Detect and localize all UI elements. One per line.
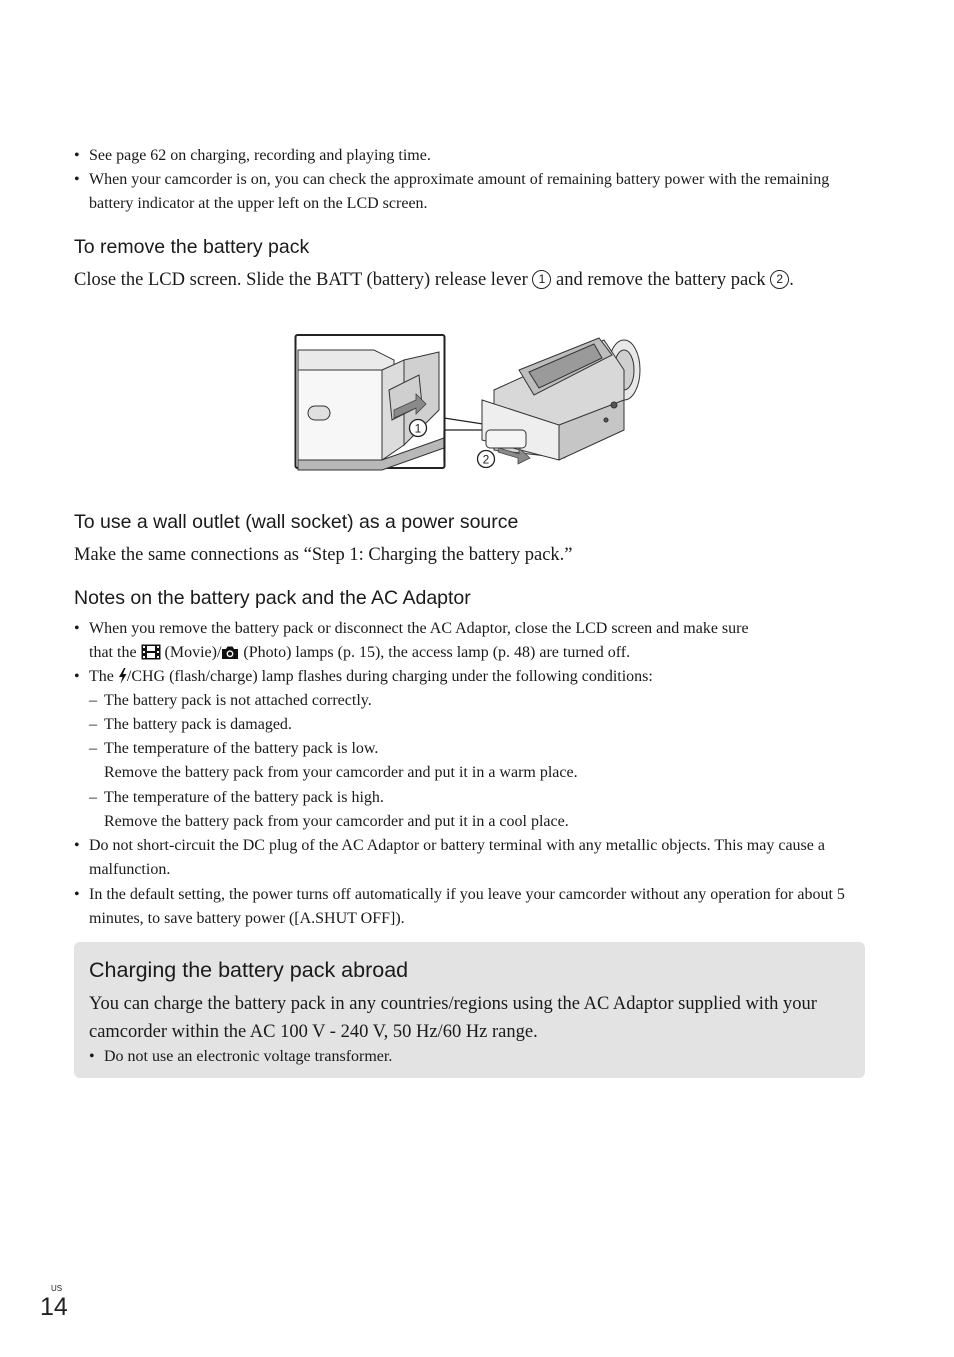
condition-line: The temperature of the battery pack is low. <box>104 740 379 757</box>
bullet: • <box>74 620 80 637</box>
flash-icon <box>118 668 127 684</box>
note-text-seg: The <box>89 668 114 685</box>
remove-text-a: Close the LCD screen. Slide the BATT (battery) release lever <box>74 270 528 290</box>
note-text <box>89 617 869 665</box>
remove-text-c: . <box>789 270 794 290</box>
note-text-seg: (Photo) lamps (p. 15), the access lamp (p. 48) are turned off. <box>243 644 631 661</box>
abroad-box <box>74 942 865 1078</box>
abroad-text: You can charge the battery pack in any countries/regions using the AC Adaptor supplied with your camcorder within the AC 100 V - 240 V, 50 Hz/60 Hz range. <box>89 994 817 1042</box>
note-text-seg: that the <box>89 644 137 661</box>
notes-heading: Notes on the battery pack and the AC Adaptor <box>74 587 471 609</box>
marker-1: 1 <box>532 270 551 289</box>
condition-line: The temperature of the battery pack is high. <box>104 789 384 806</box>
movie-icon <box>141 644 161 660</box>
condition-text <box>104 737 864 785</box>
dash: – <box>89 740 97 757</box>
wall-heading: To use a wall outlet (wall socket) as a power source <box>74 511 519 533</box>
camcorder-illustration <box>294 330 646 472</box>
page-number: 14 <box>40 1293 68 1321</box>
callout-1: 1 <box>414 421 422 436</box>
note-text: Do not short-circuit the DC plug of the AC Adaptor or battery terminal with any metallic objects. This may cause a malfunction. <box>89 837 825 878</box>
condition-remedy: Remove the battery pack from your camcorder and put it in a warm place. <box>104 764 578 781</box>
note-text-seg: /CHG (flash/charge) lamp flashes during charging under the following conditions: <box>126 668 653 685</box>
wall-text: Make the same connections as “Step 1: Charging the battery pack.” <box>74 545 573 565</box>
dash: – <box>89 789 97 806</box>
battery-removal-illustration <box>294 330 646 472</box>
bullet: • <box>74 171 80 188</box>
note-text <box>89 665 869 689</box>
note-text: In the default setting, the power turns off automatically if you leave your camcorder without any operation for about 5 minutes, to save battery power ([A.SHUT OFF]). <box>89 886 845 927</box>
remove-text-b: and remove the battery pack <box>556 270 766 290</box>
camera-icon <box>221 645 239 660</box>
callout-2: 2 <box>482 452 490 467</box>
dash: – <box>89 716 97 733</box>
note-text-line: When you remove the battery pack or disconnect the AC Adaptor, close the LCD screen and make sure <box>89 620 749 637</box>
marker-2: 2 <box>770 270 789 289</box>
bullet: • <box>74 837 80 854</box>
bullet: • <box>74 668 80 685</box>
condition-text: The battery pack is not attached correctly. <box>104 692 372 709</box>
abroad-heading: Charging the battery pack abroad <box>89 958 409 982</box>
note-text: See page 62 on charging, recording and playing time. <box>89 147 431 164</box>
remove-text <box>74 266 864 295</box>
note-text: When your camcorder is on, you can check the approximate amount of remaining battery power with the remaining battery indicator at the upper left on the LCD screen. <box>89 171 830 212</box>
note-text-seg: (Movie)/ <box>164 644 222 661</box>
condition-text: The battery pack is damaged. <box>104 716 292 733</box>
abroad-note-text: Do not use an electronic voltage transformer. <box>104 1048 393 1065</box>
condition-remedy: Remove the battery pack from your camcorder and put it in a cool place. <box>104 813 569 830</box>
bullet: • <box>74 886 80 903</box>
bullet: • <box>74 147 80 164</box>
remove-heading: To remove the battery pack <box>74 236 310 258</box>
bullet: • <box>89 1048 95 1065</box>
page-language: US <box>51 1284 63 1293</box>
condition-text <box>104 786 864 834</box>
dash: – <box>89 692 97 709</box>
